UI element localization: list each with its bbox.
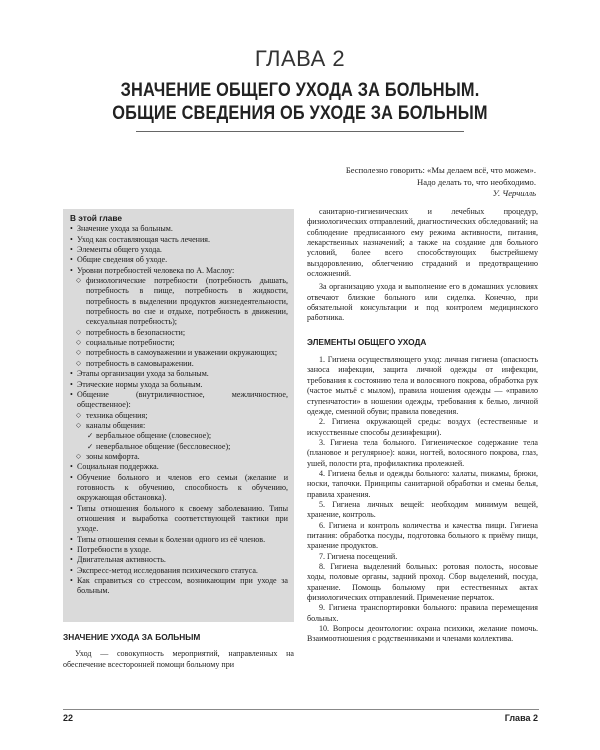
box-heading: В этой главе (70, 213, 122, 223)
box-subitem: ◇ потребность в самоуважении и уважении окружающих; (70, 348, 288, 358)
box-item: • Уровни потребностей человека по А. Маслоу: (70, 266, 288, 276)
epigraph (276, 165, 536, 200)
box-subsubitem: ✓ вербальное общение (словесное); (70, 431, 288, 441)
element-paragraph: 10. Вопросы деонтологии: охрана психики, желание помочь. Взаимоотношения с родственниками и членами коллектива. (307, 624, 538, 644)
box-item: • Типы отношения больного к своему заболеванию. Типы отношения и выработка соответствующей тактики при уходе. (70, 504, 288, 535)
box-subitem: ◇ каналы общения: (70, 421, 288, 431)
box-item: • Социальная поддержка. (70, 462, 288, 472)
box-subitem: ◇ физиологические потребности (потребность дышать, потребность в пище, потребность в жидкости, потребность в выделении продуктов жизнедеятельности, потребность во сне и отдыхе, потребность в движении, сексуальная потребность); (70, 276, 288, 328)
box-item: • Общение (внутриличностное, межличностное, общественное): (70, 390, 288, 411)
box-item: • Общие сведения об уходе. (70, 255, 288, 265)
box-item: • Потребности в уходе. (70, 545, 288, 555)
box-item: • Этапы организации ухода за больным. (70, 369, 288, 379)
box-item: • Элементы общего ухода. (70, 245, 288, 255)
chapter-contents-box (63, 209, 294, 622)
body-paragraph: Уход — совокупность мероприятий, направленных на обеспечение всесторонней помощи больному при (63, 649, 294, 669)
title-rule (136, 131, 464, 132)
box-item: • Обучение больного и членов его семьи (желание и готовность к обучению, способность к обучению, окружающая обстановка). (70, 473, 288, 504)
epigraph-line-2: Надо делать то, что необходимо. (416, 176, 536, 187)
box-item: • Этические нормы ухода за больным. (70, 380, 288, 390)
element-paragraph: 8. Гигиена выделений больных: ротовая полость, носовые ходы, половые органы, задний проход. Сбор выделений, посуда, хранение. Помощь больному при естественных актах физиологических отправлений. Применение перчаток. (307, 562, 538, 603)
box-subitem: ◇ потребность в безопасности; (70, 328, 288, 338)
element-paragraph: 7. Гигиена посещений. (319, 551, 398, 561)
box-item: • Значение ухода за больным. (70, 224, 288, 234)
footer-chapter: Глава 2 (504, 713, 538, 723)
footer-rule (63, 709, 539, 710)
box-item: • Уход как составляющая часть лечения. (70, 235, 288, 245)
element-paragraph: 4. Гигиена белья и одежды больного: халаты, пижамы, брюки, носки, тапочки. Принципы санитарной обработки и смены белья, правила хранения. (307, 468, 538, 499)
epigraph-author: У. Черчилль (492, 188, 536, 198)
box-subitem: ◇ техника общения; (70, 411, 288, 421)
element-paragraph: 6. Гигиена и контроль количества и качества пищи. Гигиена питания: обработка посуды, подготовка больного к приёму пищи, хранение продуктов. (307, 520, 538, 551)
box-item: • Типы отношения семьи к болезни одного из её членов. (70, 535, 288, 545)
box-subitem: ◇ потребность в самовыражении. (70, 359, 288, 369)
chapter-title-line-2: ОБЩИЕ СВЕДЕНИЯ ОБ УХОДЕ ЗА БОЛЬНЫМ (112, 103, 488, 124)
section-heading-left: ЗНАЧЕНИЕ УХОДА ЗА БОЛЬНЫМ (63, 632, 201, 642)
box-subitem: ◇ зоны комфорта. (70, 452, 288, 462)
chapter-title-line-1: ЗНАЧЕНИЕ ОБЩЕГО УХОДА ЗА БОЛЬНЫМ. (120, 80, 480, 101)
right-column-text (307, 207, 538, 645)
left-column-text (63, 632, 294, 670)
body-paragraph: За организацию ухода и выполнение его в домашних условиях отвечают близкие больного или сиделка. Конечно, при обязательной консультации и под контролем медицинского работника. (307, 282, 538, 323)
body-paragraph: санитарно-гигиенических и лечебных процедур, физиологических отправлений, диагностических обследований; на соблюдение предписанного ему режима активности, питания, лекарственных назначений; а также на создание для больного условий, более всего способствующих быстрейшему выздоровлению, облегчению страданий и предотвращению осложнений. (307, 207, 538, 279)
element-paragraph: 3. Гигиена тела больного. Гигиеническое содержание тела (плановое и регулярное): кожи, ногтей, волосяного покрова, глаз, ушей, полости рта, профилактика пролежней. (307, 437, 538, 468)
element-paragraph: 5. Гигиена личных вещей: необходим минимум вещей, хранение, контроль. (307, 499, 538, 520)
element-paragraph: 1. Гигиена осуществляющего уход: личная гигиена (опасность заноса инфекции, защита личной одежды от инфекции, требования к состоянию тела и волосяного покрова, обработка рук (частое мытьё с мылом), правила ношения одежды — «правило ступенчатости» в ношении одежды, требования к белью, личной одежде, сменной обуви; правила поведения. (307, 355, 538, 416)
section-heading-right: ЭЛЕМЕНТЫ ОБЩЕГО УХОДА (307, 336, 427, 347)
box-item: • Как справиться со стрессом, возникающим при уходе за больным. (70, 576, 288, 597)
box-subsubitem: ✓ невербальное общение (бессловесное); (70, 442, 288, 452)
element-paragraph: 2. Гигиена окружающей среды: воздух (естественные и искусственные способы дезинфекции). (307, 417, 538, 437)
page-number: 22 (63, 713, 74, 723)
chapter-label: ГЛАВА 2 (254, 46, 346, 71)
box-item: • Экспресс-метод исследования психического статуса. (70, 566, 288, 576)
element-paragraph: 9. Гигиена транспортировки больного: правила перемещения больных. (307, 603, 538, 623)
box-subitem: ◇ социальные потребности; (70, 338, 288, 348)
epigraph-line-1: Бесполезно говорить: «Мы делаем всё, что можем». (345, 165, 536, 175)
box-item: • Двигательная активность. (70, 555, 288, 565)
